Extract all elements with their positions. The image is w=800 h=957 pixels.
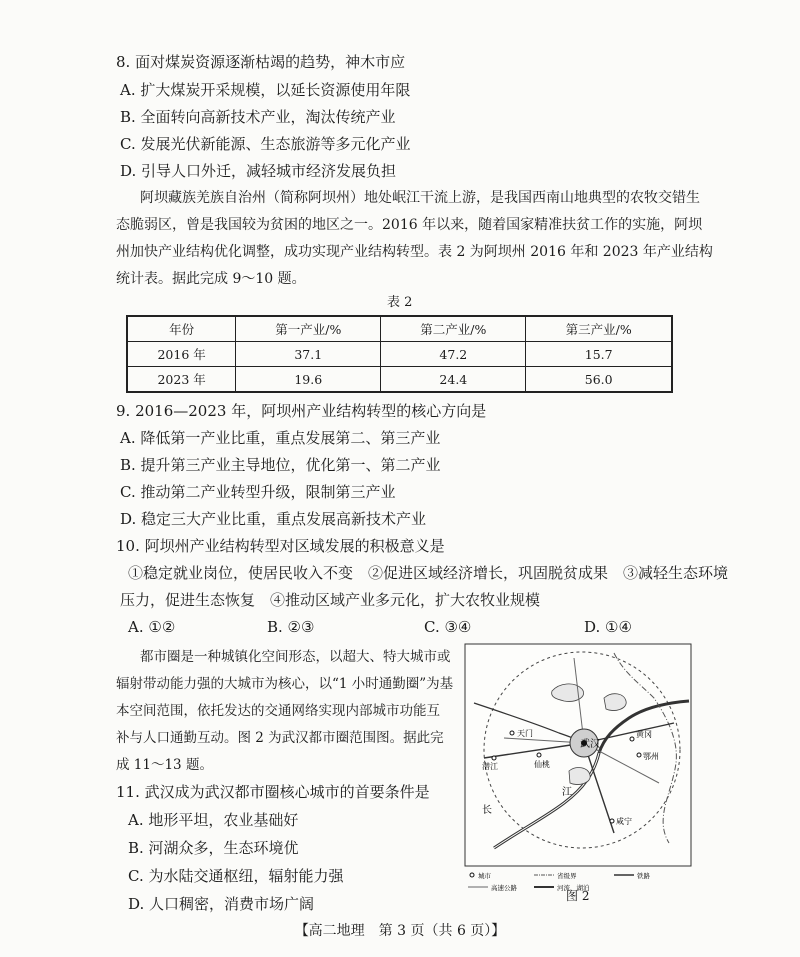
passage2-line-1: 都市圈是一种城镇化空间形态，以超大、特大城市或 xyxy=(140,649,451,665)
legend-city: 城市 xyxy=(478,872,491,880)
figure2-caption: 图 2 xyxy=(566,889,590,903)
table-cell: 24.4 xyxy=(381,367,526,393)
q8-option-b: B. 全面转向高新技术产业，淘汰传统产业 xyxy=(120,108,396,126)
q10-choice-c: C. ③④ xyxy=(424,618,472,636)
lake xyxy=(604,694,626,711)
passage2-line-4: 补与人口通勤互动。图 2 为武汉都市圈范围图。据此完 xyxy=(116,730,444,746)
label-xiantao: 仙桃 xyxy=(534,760,550,769)
lake xyxy=(569,768,590,785)
passage1-line-2: 态脆弱区，曾是我国较为贫困的地区之一。2016 年以来，随着国家精准扶贫工作的实施，阿坝 xyxy=(116,217,703,233)
table-row xyxy=(127,342,672,367)
label-qianjiang: 潜江 xyxy=(482,762,498,771)
table-cell: 15.7 xyxy=(526,342,672,367)
city-dot xyxy=(630,737,634,741)
q9-option-b: B. 提升第三产业主导地位，优化第一、第二产业 xyxy=(120,456,441,474)
table-cell: 37.1 xyxy=(236,342,381,367)
table-cell: 2023 年 xyxy=(127,367,236,393)
q11-option-a: A. 地形平坦，农业基础好 xyxy=(128,811,299,829)
table2-header-secondary: 第二产业/% xyxy=(381,316,526,342)
page-footer: 【高二地理 第 3 页（共 6 页）】 xyxy=(294,923,506,939)
label-chang: 长 xyxy=(482,805,492,816)
q10-choice-d: D. ①④ xyxy=(584,618,632,636)
passage2-line-5: 成 11～13 题。 xyxy=(116,757,213,773)
table2-header-row xyxy=(127,316,672,342)
table2-caption: 表 2 xyxy=(387,295,413,310)
table2-header-tertiary: 第三产业/% xyxy=(526,316,672,342)
label-xianning: 咸宁 xyxy=(616,817,632,826)
q11-stem: 11. 武汉成为武汉都市圈核心城市的首要条件是 xyxy=(116,783,430,801)
city-dot xyxy=(510,731,514,735)
legend-river: 河流、湖泊 xyxy=(557,884,590,892)
label-jiang: 江 xyxy=(562,787,572,798)
q10-choice-a: A. ①② xyxy=(128,618,176,636)
legend-highway: 高速公路 xyxy=(491,884,517,892)
table-row xyxy=(127,367,672,393)
city-dot xyxy=(537,753,541,757)
city-dot xyxy=(492,756,496,760)
passage2-line-3: 本空间范围，依托发达的交通网络实现内部城市功能互 xyxy=(116,703,440,719)
label-huanggang: 黄冈 xyxy=(636,730,652,739)
figure2-map xyxy=(464,643,692,903)
figure2-svg xyxy=(464,643,692,903)
q10-choice-b: B. ②③ xyxy=(267,618,315,636)
q11-option-b: B. 河湖众多，生态环境优 xyxy=(128,839,299,857)
q10-statements-line-2: 压力，促进生态恢复 ④推动区域产业多元化，扩大农牧业规模 xyxy=(120,591,541,609)
label-wuhan: 武汉 xyxy=(580,739,600,750)
passage1-line-3: 州加快产业结构优化调整，成功实现产业结构转型。表 2 为阿坝州 2016 年和 2023 年产业结构 xyxy=(116,244,713,260)
legend-border: 省级界 xyxy=(557,872,577,880)
table2 xyxy=(126,315,673,393)
q9-stem: 9. 2016—2023 年，阿坝州产业结构转型的核心方向是 xyxy=(116,402,487,420)
q9-option-c: C. 推动第二产业转型升级，限制第三产业 xyxy=(120,483,396,501)
table-cell: 56.0 xyxy=(526,367,672,393)
table-cell: 19.6 xyxy=(236,367,381,393)
table2-header-primary: 第一产业/% xyxy=(236,316,381,342)
q11-option-d: D. 人口稠密，消费市场广阔 xyxy=(128,895,315,913)
q9-option-d: D. 稳定三大产业比重，重点发展高新技术产业 xyxy=(120,510,427,528)
table2-header-year: 年份 xyxy=(127,316,236,342)
label-ezhou: 鄂州 xyxy=(643,752,659,761)
q9-option-a: A. 降低第一产业比重，重点发展第二、第三产业 xyxy=(120,429,441,447)
q11-option-c: C. 为水陆交通枢纽，辐射能力强 xyxy=(128,867,344,885)
q8-stem: 8. 面对煤炭资源逐渐枯竭的趋势，神木市应 xyxy=(116,53,406,71)
table-cell: 2016 年 xyxy=(127,342,236,367)
q8-option-d: D. 引导人口外迁，减轻城市经济发展负担 xyxy=(120,162,397,180)
passage1-line-1: 阿坝藏族羌族自治州（简称阿坝州）地处岷江干流上游，是我国西南山地典型的农牧交错生 xyxy=(140,190,700,206)
q8-option-a: A. 扩大煤炭开采规模，以延长资源使用年限 xyxy=(120,81,411,99)
passage1-line-4: 统计表。据此完成 9～10 题。 xyxy=(116,271,306,287)
q10-stem: 10. 阿坝州产业结构转型对区域发展的积极意义是 xyxy=(116,537,445,555)
city-dot xyxy=(637,753,641,757)
label-tianmen: 天门 xyxy=(517,729,533,738)
q8-option-c: C. 发展光伏新能源、生态旅游等多元化产业 xyxy=(120,135,411,153)
q10-statements-line-1: ①稳定就业岗位，使居民收入不变 ②促进区域经济增长，巩固脱贫成果 ③减轻生态环境 xyxy=(128,564,729,582)
table-cell: 47.2 xyxy=(381,342,526,367)
passage2-line-2: 辐射带动能力强的大城市为核心，以“1 小时通勤圈”为基 xyxy=(116,676,454,692)
legend-city-icon xyxy=(470,873,474,877)
legend-railway: 铁路 xyxy=(637,872,650,880)
city-dot xyxy=(610,819,614,823)
